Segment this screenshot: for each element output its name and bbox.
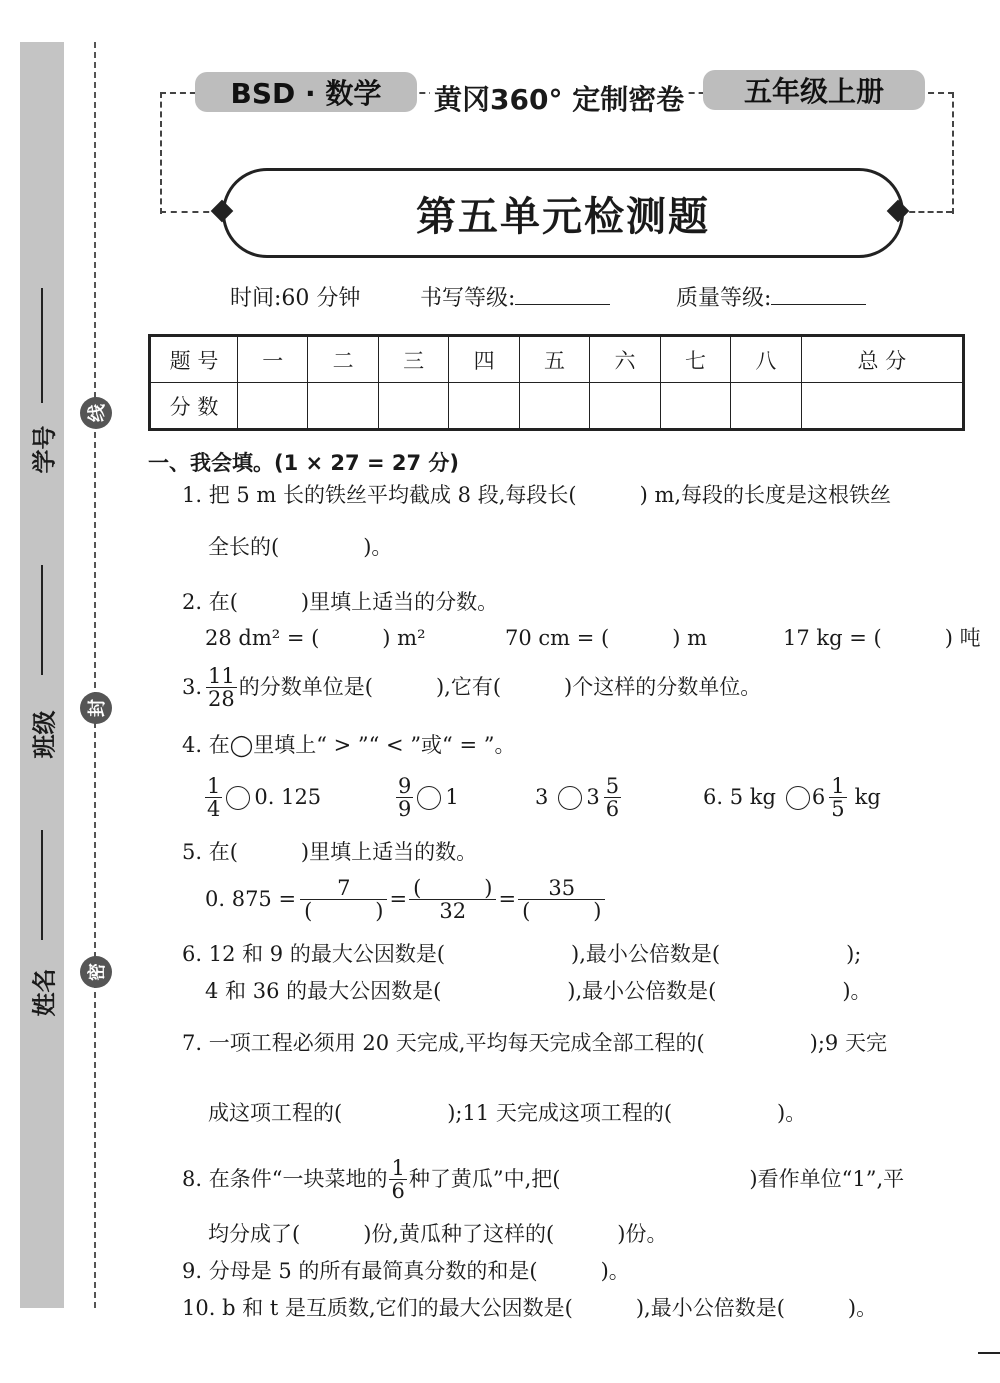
question-8-suffix: 种了黄瓜”中,把( )看作单位“1”,平 bbox=[408, 1167, 905, 1192]
question-2-a: 28 dm² = ( ) m² bbox=[205, 626, 426, 650]
compare-value: 0. 125 bbox=[254, 785, 322, 810]
score-input[interactable] bbox=[449, 383, 519, 430]
question-7-line-2: 成这项工程的( );11 天完成这项工程的( )。 bbox=[208, 1101, 807, 1125]
mixed-whole: 6 bbox=[811, 785, 826, 810]
fraction-numerator: 1 bbox=[391, 1156, 405, 1180]
score-input[interactable] bbox=[308, 383, 378, 430]
score-input[interactable] bbox=[238, 383, 308, 430]
question-1-line-1: 1. 把 5 m 长的铁丝平均截成 8 段,每段长( ) m,每段的长度是这根铁丝 bbox=[182, 483, 892, 507]
table-cell: 分 数 bbox=[150, 383, 238, 430]
question-1-line-2: 全长的( )。 bbox=[208, 535, 393, 559]
question-4-item-b bbox=[396, 775, 459, 820]
fraction-denominator: 9 bbox=[398, 797, 412, 822]
unit: kg bbox=[854, 785, 881, 810]
table-cell: 六 bbox=[590, 336, 660, 383]
compare-circle[interactable] bbox=[226, 786, 250, 810]
question-4-item-a bbox=[205, 775, 321, 820]
score-input[interactable] bbox=[519, 383, 589, 430]
seal-xian: 线 bbox=[80, 397, 112, 429]
table-cell: 三 bbox=[378, 336, 448, 383]
question-4: 4. 在◯里填上“ > ”“ < ”或“ = ”。 bbox=[182, 733, 516, 757]
question-3-fraction bbox=[206, 665, 237, 710]
compare-value: 6. 5 kg bbox=[703, 785, 776, 810]
score-input[interactable] bbox=[378, 383, 448, 430]
fraction-denominator[interactable]: ( ) bbox=[522, 899, 602, 924]
table-cell: 八 bbox=[731, 336, 801, 383]
fraction bbox=[829, 775, 846, 820]
fraction-denominator[interactable]: ( ) bbox=[304, 899, 384, 924]
question-3-number: 3. bbox=[182, 675, 203, 700]
equals-sign: = bbox=[498, 887, 517, 912]
writing-grade-blank[interactable] bbox=[515, 284, 610, 305]
cut-line bbox=[94, 42, 96, 1308]
fraction-denominator: 6 bbox=[391, 1179, 405, 1204]
score-input[interactable] bbox=[731, 383, 801, 430]
name-label: 姓名 bbox=[30, 968, 59, 1017]
question-2-b: 70 cm = ( ) m bbox=[505, 626, 707, 650]
name-field[interactable] bbox=[41, 830, 43, 940]
table-cell: 题 号 bbox=[150, 336, 238, 383]
score-input[interactable] bbox=[660, 383, 730, 430]
seal-feng: 封 bbox=[80, 692, 112, 724]
binding-strip bbox=[20, 42, 64, 1308]
fraction-numerator: 7 bbox=[300, 877, 387, 900]
question-8-line-1 bbox=[182, 1157, 904, 1202]
table-cell: 一 bbox=[238, 336, 308, 383]
writing-grade bbox=[420, 281, 610, 312]
fraction-numerator: 1 bbox=[831, 774, 845, 798]
fraction-numerator: 9 bbox=[398, 774, 412, 798]
score-input[interactable] bbox=[590, 383, 660, 430]
fraction-denominator: 32 bbox=[439, 899, 467, 924]
equals-sign: = bbox=[389, 887, 408, 912]
question-2: 2. 在( )里填上适当的分数。 bbox=[182, 590, 499, 614]
table-cell: 总 分 bbox=[801, 336, 963, 383]
question-4-item-d bbox=[703, 775, 881, 820]
question-8-line-2: 均分成了( )份,黄瓜种了这样的( )份。 bbox=[208, 1222, 668, 1246]
grade-pill: 五年级上册 bbox=[703, 70, 925, 110]
decimal-value: 0. 875 = bbox=[205, 887, 297, 912]
table-cell: 七 bbox=[660, 336, 730, 383]
fraction-numerator[interactable]: ( ) bbox=[409, 877, 496, 900]
fraction-denominator: 4 bbox=[207, 797, 221, 822]
mixed-whole: 3 bbox=[586, 785, 600, 810]
question-6-line-2: 4 和 36 的最大公因数是( ),最小公倍数是( )。 bbox=[205, 979, 872, 1003]
series-title: 黄冈360° 定制密卷 bbox=[430, 78, 688, 118]
fraction bbox=[520, 877, 603, 922]
compare-value: 3 bbox=[535, 785, 549, 810]
subject-pill: BSD · 数学 bbox=[195, 72, 417, 112]
class-field[interactable] bbox=[41, 565, 43, 675]
question-9: 9. 分母是 5 的所有最简真分数的和是( )。 bbox=[182, 1259, 630, 1283]
question-7-line-1: 7. 一项工程必须用 20 天完成,平均每天完成全部工程的( );9 天完 bbox=[182, 1031, 887, 1055]
fraction bbox=[302, 877, 385, 922]
fraction-numerator: 35 bbox=[518, 877, 605, 900]
fraction bbox=[205, 775, 222, 820]
fraction bbox=[389, 1157, 406, 1202]
compare-circle[interactable] bbox=[417, 786, 441, 810]
table-cell: 五 bbox=[519, 336, 589, 383]
fraction-numerator: 5 bbox=[605, 774, 620, 798]
compare-value: 1 bbox=[445, 785, 459, 810]
question-2-c: 17 kg = ( ) 吨 bbox=[783, 626, 981, 650]
section-title: 一、我会填。(1 × 27 = 27 分) bbox=[148, 451, 460, 475]
question-3-text: 的分数单位是( ),它有( )个这样的分数单位。 bbox=[238, 675, 762, 700]
time-info: 时间:60 分钟 bbox=[230, 286, 361, 311]
question-3 bbox=[182, 665, 761, 710]
fraction-denominator: 5 bbox=[831, 797, 845, 822]
fraction bbox=[411, 877, 494, 922]
question-8-prefix: 8. 在条件“一块菜地的 bbox=[182, 1167, 388, 1192]
page-title: 第五单元检测题 bbox=[416, 192, 710, 240]
writing-grade-label: 书写等级: bbox=[420, 286, 516, 311]
compare-circle[interactable] bbox=[786, 786, 810, 810]
question-10: 10. b 和 t 是互质数,它们的最大公因数是( ),最小公倍数是( )。 bbox=[182, 1296, 878, 1320]
fraction-denominator: 28 bbox=[208, 687, 235, 712]
compare-circle[interactable] bbox=[558, 786, 582, 810]
fraction-numerator: 1 bbox=[207, 774, 221, 798]
class-label: 班级 bbox=[30, 710, 59, 759]
quality-grade-blank[interactable] bbox=[771, 284, 866, 305]
title-box bbox=[222, 168, 904, 258]
table-cell: 二 bbox=[308, 336, 378, 383]
seal-mi: 密 bbox=[80, 956, 112, 988]
score-input[interactable] bbox=[801, 383, 963, 430]
student-id-label: 学号 bbox=[30, 425, 59, 474]
question-4-item-c bbox=[535, 775, 621, 820]
score-table bbox=[148, 334, 965, 431]
table-row bbox=[150, 383, 964, 430]
table-cell: 四 bbox=[449, 336, 519, 383]
quality-grade bbox=[676, 281, 866, 312]
page-edge-mark bbox=[978, 1352, 1000, 1354]
fraction-denominator: 6 bbox=[605, 797, 620, 822]
question-5-expression bbox=[205, 877, 603, 922]
quality-grade-label: 质量等级: bbox=[676, 286, 772, 311]
table-row bbox=[150, 336, 964, 383]
fraction bbox=[604, 775, 621, 820]
student-id-field[interactable] bbox=[41, 288, 43, 403]
question-5: 5. 在( )里填上适当的数。 bbox=[182, 840, 478, 864]
fraction bbox=[396, 775, 413, 820]
question-6-line-1: 6. 12 和 9 的最大公因数是( ),最小公倍数是( ); bbox=[182, 942, 862, 966]
fraction-numerator: 11 bbox=[208, 664, 235, 688]
